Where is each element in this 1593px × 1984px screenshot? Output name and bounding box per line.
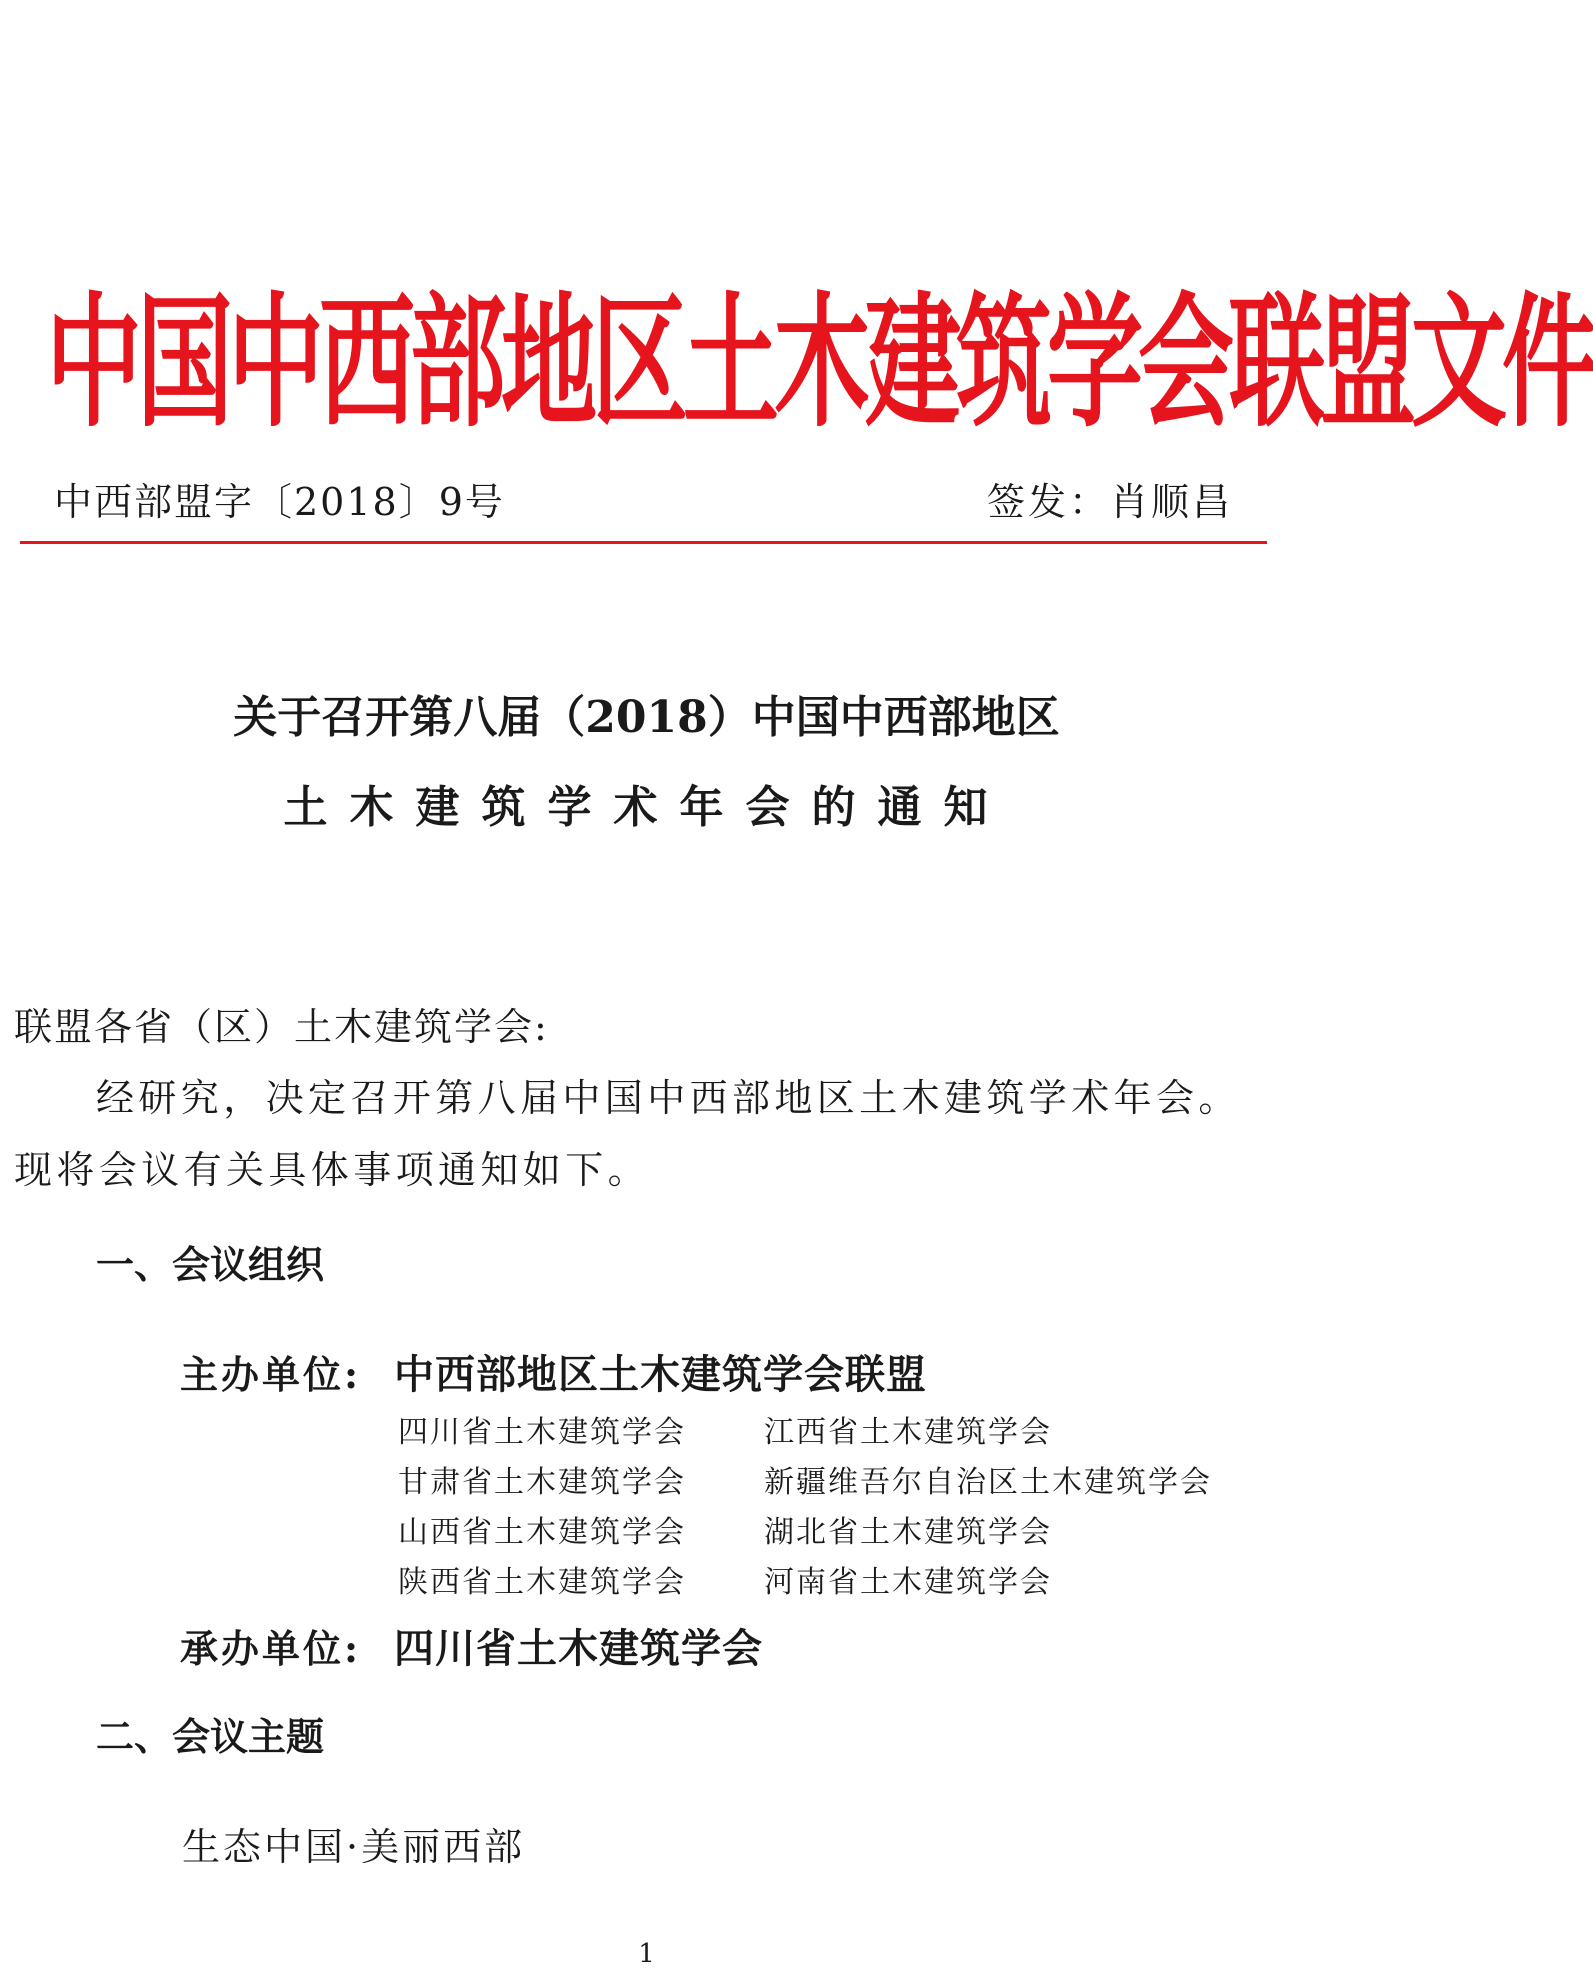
red-divider-line — [20, 541, 1267, 544]
conference-theme: 生态中国·美丽西部 — [182, 1825, 526, 1869]
page-number: 1 — [638, 1939, 655, 1969]
host-label: 主办单位: — [180, 1352, 362, 1397]
signer: 签发：肖顺昌 — [986, 480, 1233, 524]
intro-paragraph: 经研究，决定召开第八届中国中西部地区土木建筑学术年会。现将会议有关具体事项通知如下。 — [14, 1076, 1241, 1192]
co-organizer: 山西省土木建筑学会 — [398, 1515, 686, 1550]
co-organizer: 陕西省土木建筑学会 — [398, 1565, 686, 1600]
host-value: 中西部地区土木建筑学会联盟 — [394, 1351, 927, 1398]
co-organizer: 江西省土木建筑学会 — [764, 1415, 1052, 1450]
document-masthead: 中国中西部地区土木建筑学会联盟文件 — [46, 279, 1593, 447]
co-organizer: 新疆维吾尔自治区土木建筑学会 — [764, 1465, 1212, 1500]
notice-title-line-1: 关于召开第八届（2018）中国中西部地区 — [233, 692, 1060, 743]
undertake-value: 四川省土木建筑学会 — [394, 1625, 763, 1672]
co-organizer: 湖北省土木建筑学会 — [764, 1515, 1052, 1550]
notice-title-line-2: 土木建筑学术年会的通知 — [283, 782, 1010, 833]
co-organizer: 甘肃省土木建筑学会 — [398, 1465, 686, 1500]
salutation: 联盟各省（区）土木建筑学会: — [14, 1005, 549, 1049]
co-organizer: 四川省土木建筑学会 — [398, 1415, 686, 1450]
document-number: 中西部盟字〔2018〕9号 — [54, 480, 505, 524]
section-heading-organization: 一、会议组织 — [96, 1242, 325, 1287]
co-organizer: 河南省土木建筑学会 — [764, 1565, 1052, 1600]
undertake-label: 承办单位: — [180, 1626, 362, 1671]
section-heading-theme: 二、会议主题 — [96, 1714, 325, 1759]
